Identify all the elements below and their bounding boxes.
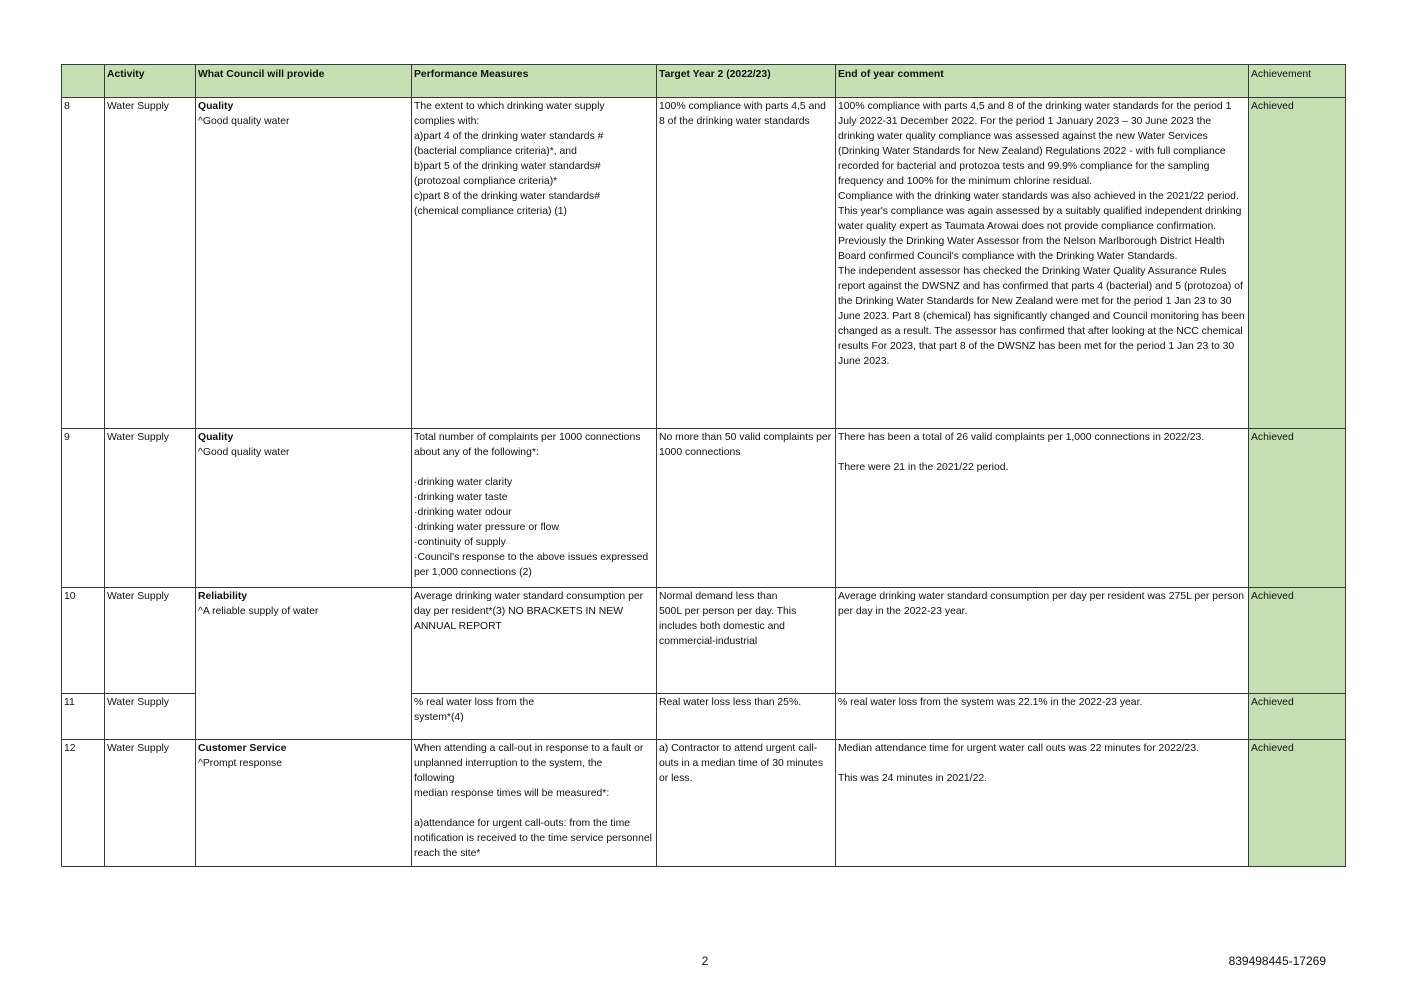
- table-row: [62, 740, 1346, 867]
- performance-table: [61, 64, 1346, 867]
- comment-cell: Average drinking water standard consumption per day per resident was 275L per person per day in the 2022-23 year.: [836, 588, 1249, 694]
- row-number: 9: [62, 429, 105, 588]
- header-provide: What Council will provide: [196, 65, 412, 98]
- row-number: 11: [62, 694, 105, 740]
- activity-cell: Water Supply: [105, 588, 196, 694]
- achievement-cell: Achieved: [1249, 429, 1346, 588]
- provide-title: Customer Service: [198, 743, 287, 754]
- target-cell: 100% compliance with parts 4,5 and 8 of the drinking water standards: [657, 98, 836, 429]
- comment-cell: There has been a total of 26 valid complaints per 1,000 connections in 2022/23. There were 21 in the 2021/22 period.: [836, 429, 1249, 588]
- provide-cell: [196, 98, 412, 429]
- provide-cell: [196, 588, 412, 740]
- comment-cell: Median attendance time for urgent water call outs was 22 minutes for 2022/23. This was 24 minutes in 2021/22.: [836, 740, 1249, 867]
- measures-cell: The extent to which drinking water supply complies with: a)part 4 of the drinking water standards # (bacterial compliance criteria)*, and b)part 5 of the drinking water standards# (protozoal compliance criteria)* c)part 8 of the drinking water standards# (chemical compliance criteria) (1): [412, 98, 657, 429]
- provide-title: Quality: [198, 432, 234, 443]
- target-cell: Real water loss less than 25%.: [657, 694, 836, 740]
- target-cell: Normal demand less than 500L per person per day. This includes both domestic and commercial-industrial: [657, 588, 836, 694]
- provide-title: Quality: [198, 101, 234, 112]
- measures-cell: % real water loss from the system*(4): [412, 694, 657, 740]
- target-cell: No more than 50 valid complaints per 1000 connections: [657, 429, 836, 588]
- header-row: [62, 65, 1346, 98]
- achievement-cell: Achieved: [1249, 740, 1346, 867]
- achievement-cell: Achieved: [1249, 694, 1346, 740]
- activity-cell: Water Supply: [105, 429, 196, 588]
- header-comment: End of year comment: [836, 65, 1249, 98]
- row-number: 10: [62, 588, 105, 694]
- provide-subtitle: ^A reliable supply of water: [198, 606, 319, 617]
- measures-cell: Total number of complaints per 1000 connections about any of the following*: ·drinking water clarity ·drinking water taste ·drinking water odour ·drinking water pressure or flow ·continuity of supply ·Council's response to the above issues expressed per 1,000 connections (2): [412, 429, 657, 588]
- provide-title: Reliability: [198, 591, 248, 602]
- achievement-cell: Achieved: [1249, 98, 1346, 429]
- measures-cell: When attending a call-out in response to a fault or unplanned interruption to the system, the following median response times will be measured*: a)attendance for urgent call-outs: from the time notification is received to the time service personnel reach the site*: [412, 740, 657, 867]
- table-row: [62, 98, 1346, 429]
- provide-cell: [196, 740, 412, 867]
- achievement-cell: Achieved: [1249, 588, 1346, 694]
- provide-subtitle: ^Prompt response: [198, 758, 282, 769]
- provide-subtitle: ^Good quality water: [198, 116, 290, 127]
- provide-subtitle: ^Good quality water: [198, 447, 290, 458]
- document-id: 839498445-17269: [1228, 954, 1326, 968]
- activity-cell: Water Supply: [105, 740, 196, 867]
- comment-cell: % real water loss from the system was 22.1% in the 2022-23 year.: [836, 694, 1249, 740]
- activity-cell: Water Supply: [105, 694, 196, 740]
- target-cell: a) Contractor to attend urgent call-outs in a median time of 30 minutes or less.: [657, 740, 836, 867]
- table-row: [62, 588, 1346, 694]
- comment-cell: 100% compliance with parts 4,5 and 8 of the drinking water standards for the period 1 July 2022-31 December 2022. For the period 1 January 2023 – 30 June 2023 the drinking water quality compliance was assessed against the new Water Services (Drinking Water Standards for New Zealand) Regulations 2022 - with full compliance recorded for bacterial and protozoa tests and 99.9% compliance for the sampling frequency and 100% for the minimum chlorine residual. Compliance with the drinking water standards was also achieved in the 2021/22 period. This year's compliance was again assessed by a suitably qualified independent drinking water quality expert as Taumata Arowai does not provide compliance confirmation. Previously the Drinking Water Assessor from the Nelson Marlborough District Health Board confirmed Council's compliance with the Drinking Water Standards. The independent assessor has checked the Drinking Water Quality Assurance Rules report against the DWSNZ and has confirmed that parts 4 (bacterial) and 5 (protozoa) of the Drinking Water Standards for New Zealand were met for the period 1 Jan 23 to 30 June 2023. Part 8 (chemical) has significantly changed and Council monitoring has been changed as a result. The assessor has confirmed that after looking at the NCC chemical results For 2023, that part 8 of the DWSNZ has been met for the period 1 Jan 23 to 30 June 2023.: [836, 98, 1249, 429]
- row-number: 12: [62, 740, 105, 867]
- page-number: 2: [701, 954, 709, 968]
- header-target: Target Year 2 (2022/23): [657, 65, 836, 98]
- row-number: 8: [62, 98, 105, 429]
- header-measures: Performance Measures: [412, 65, 657, 98]
- header-achievement: Achievement: [1249, 65, 1346, 98]
- header-num: [62, 65, 105, 98]
- header-activity: Activity: [105, 65, 196, 98]
- measures-cell: Average drinking water standard consumption per day per resident*(3) NO BRACKETS IN NEW ANNUAL REPORT: [412, 588, 657, 694]
- activity-cell: Water Supply: [105, 98, 196, 429]
- table-row: [62, 429, 1346, 588]
- provide-cell: [196, 429, 412, 588]
